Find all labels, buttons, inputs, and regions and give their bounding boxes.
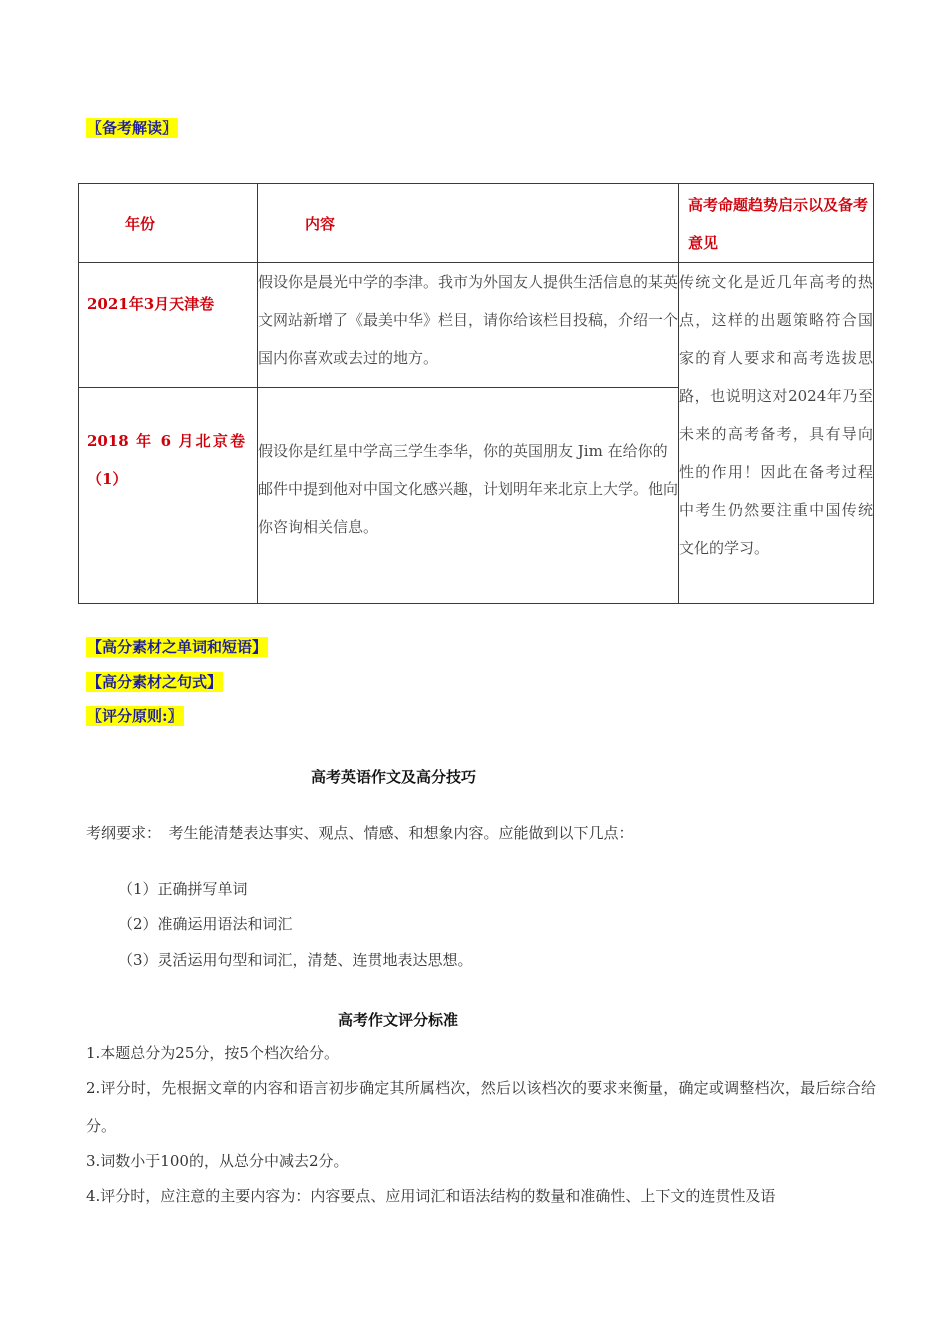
row-year: 2021年3月天津卷 (79, 263, 258, 388)
row-content: 假设你是红星中学高三学生李华，你的英国朋友 Jim 在给你的邮件中提到他对中国文化感兴趣，计划明年来北京上大学。他向你咨询相关信息。 (258, 388, 679, 604)
header-trend: 高考命题趋势启示以及备考意见 (679, 184, 874, 263)
table-row (79, 263, 874, 388)
row-content: 假设你是晨光中学的李津。我市为外国友人提供生活信息的某英文网站新增了《最美中华》栏目，请你给该栏目投稿，介绍一个国内你喜欢或去过的地方。 (258, 263, 679, 388)
prep-section-heading: 〖备考解读〗 (87, 119, 178, 137)
list-item: （3）灵活运用句型和词汇，清楚、连贯地表达思想。 (118, 951, 473, 969)
table-header-row (79, 184, 874, 263)
list-item: 2.评分时，先根据文章的内容和语言初步确定其所属档次，然后以该档次的要求来衡量，确定或调整档次，最后综合给分。 (86, 1079, 876, 1135)
list-item: 3.词数小于100的，从总分中减去2分。 (86, 1152, 349, 1170)
trend-advice-cell: 传统文化是近几年高考的热点，这样的出题策略符合国家的育人要求和高考选拔思路，也说明这对2024年乃至未来的高考备考，具有导向性的作用！因此在备考过程中考生仍然要注重中国传统文化的学习。 (679, 263, 874, 604)
scoring-principles-heading: 〖评分原则:〗 (87, 707, 183, 725)
list-item: 1.本题总分为25分，按5个档次给分。 (86, 1044, 339, 1062)
exam-analysis-table (78, 183, 874, 604)
scoring-standards-title: 高考作文评分标准 (338, 1011, 459, 1029)
words-phrases-heading: 【高分素材之单词和短语】 (87, 638, 268, 656)
row-year: 2018 年 6 月北京卷（1） (79, 388, 258, 604)
essay-tips-title: 高考英语作文及高分技巧 (311, 768, 477, 786)
syllabus-requirement: 考纲要求： 考生能清楚表达事实、观点、情感、和想象内容。应能做到以下几点： (86, 824, 634, 842)
sentence-patterns-heading: 【高分素材之句式】 (87, 673, 223, 691)
list-item: 4.评分时，应注意的主要内容为：内容要点、应用词汇和语法结构的数量和准确性、上下文的连贯性及语 (86, 1187, 776, 1205)
list-item: （1）正确拼写单词 (118, 880, 248, 898)
header-year: 年份 (79, 184, 258, 263)
list-item: （2）准确运用语法和词汇 (118, 915, 293, 933)
header-content: 内容 (258, 184, 679, 263)
